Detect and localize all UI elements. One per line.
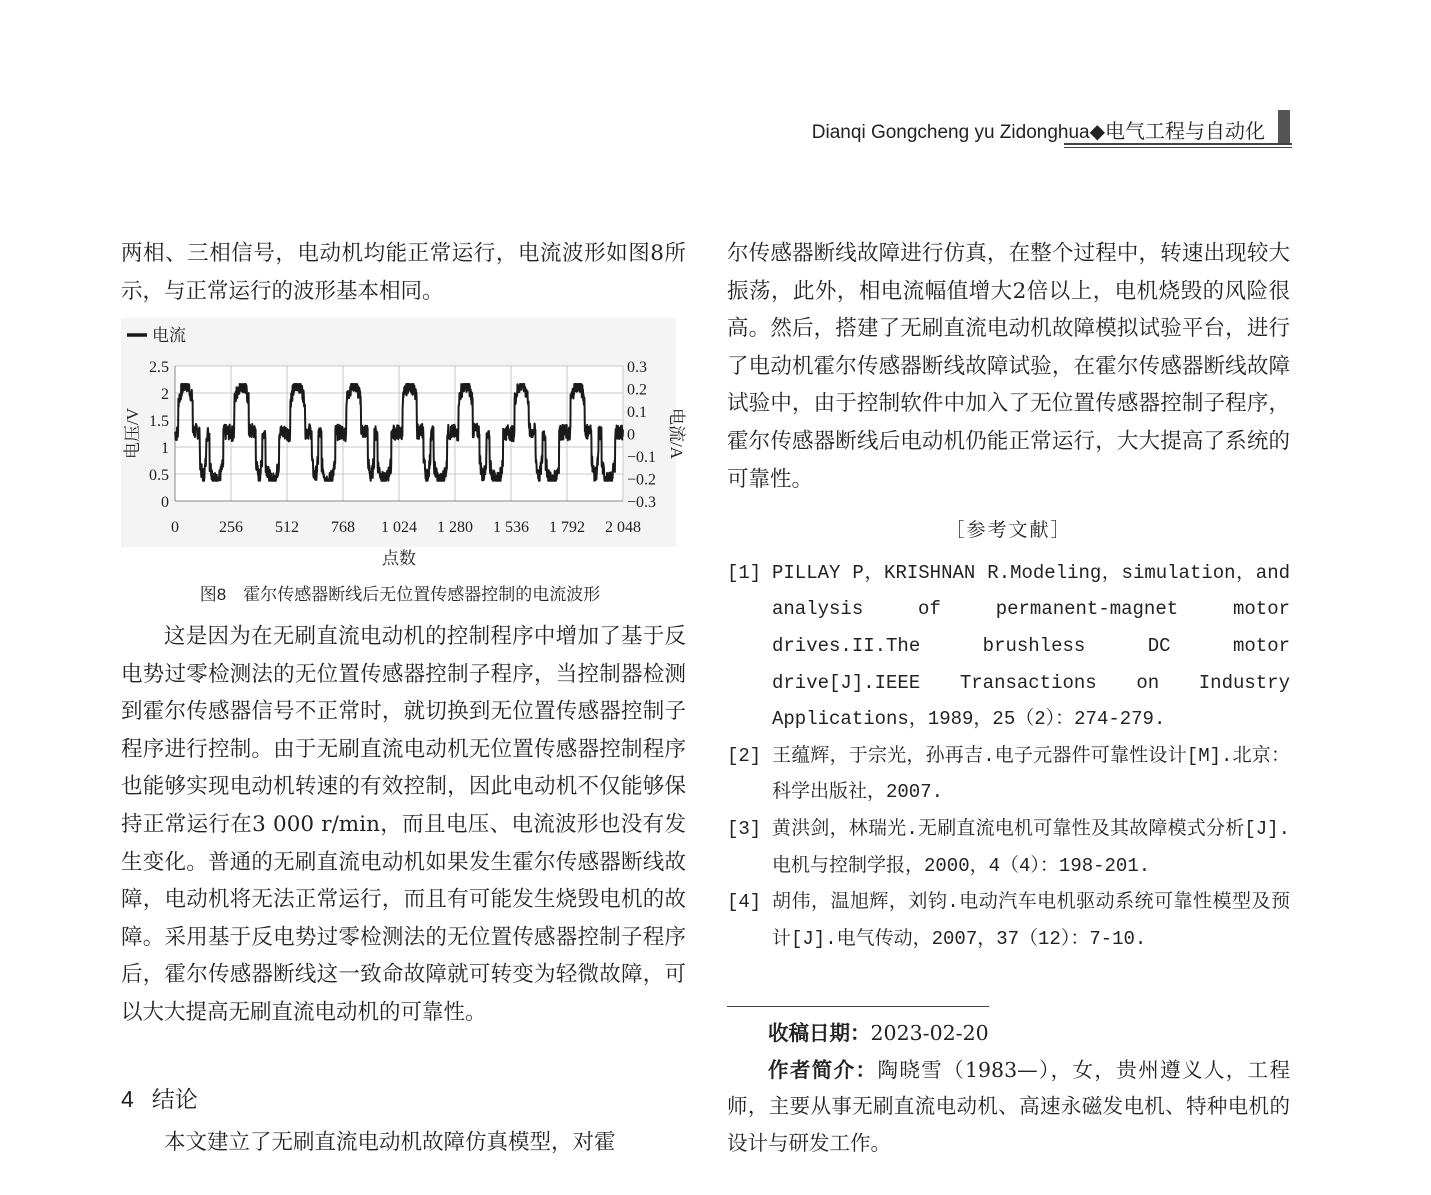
section-heading bbox=[121, 1081, 198, 1114]
x-tick-label: 0 bbox=[171, 519, 179, 536]
x-tick-label: 256 bbox=[219, 519, 243, 536]
left-column-bottom bbox=[121, 1124, 686, 1162]
section-title: 结论 bbox=[151, 1086, 198, 1112]
paragraph: 本文建立了无刷直流电动机故障仿真模型，对霍 bbox=[164, 1130, 616, 1155]
reference-text: 黄洪剑，林瑞光.无刷直流电机可靠性及其故障模式分析[J].电机与控制学报，2000，4（4）：198-201. bbox=[772, 817, 1290, 877]
reference-item bbox=[727, 884, 1290, 957]
y-right-tick-label: −0.1 bbox=[627, 449, 657, 466]
figure-caption: 图8 霍尔传感器断线后无位置传感器控制的电流波形 bbox=[199, 585, 601, 604]
x-tick-label: 1 792 bbox=[549, 519, 585, 536]
x-tick-label: 1 280 bbox=[437, 519, 473, 536]
y-axis-right-label: 电流/A bbox=[667, 408, 686, 459]
journal-pinyin: Dianqi Gongcheng yu Zidonghua bbox=[811, 122, 1090, 143]
author-value: 陶晓雪（1983—），女，贵州遵义人，工程师，主要从事无刷直流电动机、高速永磁发电机、特种电机的设计与研发工作。 bbox=[727, 1057, 1291, 1155]
y-right-tick-label: −0.3 bbox=[627, 494, 657, 511]
reference-list bbox=[727, 555, 1290, 958]
header-rule-thin bbox=[1064, 147, 1292, 148]
y-right-tick-label: 0.1 bbox=[627, 404, 647, 421]
reference-number: [2] bbox=[727, 744, 762, 767]
paragraph: 两相、三相信号，电动机均能正常运行，电流波形如图8所示，与正常运行的波形基本相同。 bbox=[121, 241, 686, 304]
y-right-tick-label: 0.3 bbox=[627, 359, 647, 376]
y-left-tick-label: 2 bbox=[161, 386, 169, 403]
y-left-tick-label: 0 bbox=[161, 494, 169, 511]
x-tick-label: 1 536 bbox=[493, 519, 529, 536]
author-label: 作者简介： bbox=[768, 1057, 878, 1082]
figure-8 bbox=[121, 318, 686, 608]
references-title: ［参考文献］ bbox=[945, 519, 1072, 542]
reference-number: [3] bbox=[727, 817, 762, 840]
footnotes bbox=[727, 1015, 1290, 1161]
running-header bbox=[752, 110, 1292, 150]
left-column-top bbox=[121, 235, 686, 310]
x-tick-label: 512 bbox=[275, 519, 299, 536]
y-left-tick-label: 1 bbox=[161, 440, 169, 457]
header-bar-decoration bbox=[1278, 110, 1290, 143]
y-left-tick-label: 1.5 bbox=[149, 413, 169, 430]
y-right-tick-label: 0 bbox=[627, 426, 635, 444]
x-axis-label: 点数 bbox=[382, 549, 416, 568]
current-waveform-chart bbox=[121, 318, 686, 578]
y-left-tick-label: 0.5 bbox=[149, 467, 169, 484]
reference-text: 胡伟，温旭辉，刘钧.电动汽车电机驱动系统可靠性模型及预计[J].电气传动，2007，37（12）：7-10. bbox=[772, 891, 1290, 950]
reference-text: PILLAY P，KRISHNAN R.Modeling，simulation，and analysis of permanent-magnet motor drives.II.The brushless DC motor drive[J].IEEE Transactions on Industry Applications，1989，25（2）：274-279. bbox=[772, 561, 1290, 731]
paragraph: 尔传感器断线故障进行仿真，在整个过程中，转速出现较大振荡，此外，相电流幅值增大2倍以上，电机烧毁的风险很高。然后，搭建了无刷直流电动机故障模拟试验平台，进行了电动机霍尔传感器断线故障试验，在霍尔传感器断线故障试验中，由于控制软件中加入了无位置传感器控制子程序，霍尔传感器断线后电动机仍能正常运行，大大提高了系统的可靠性。 bbox=[727, 241, 1290, 492]
y-right-tick-label: 0.2 bbox=[627, 381, 647, 399]
y-left-tick-label: 2.5 bbox=[149, 359, 169, 376]
paragraph: 这是因为在无刷直流电动机的控制程序中增加了基于反电势过零检测法的无位置传感器控制子程序，当控制器检测到霍尔传感器信号不正常时，就切换到无位置传感器控制子程序进行控制。由于无刷直流电动机无位置传感器控制程序也能够实现电动机转速的有效控制，因此电动机不仅能够保持正常运行在3 000 r/min，而且电压、电流波形也没有发生变化。普通的无刷直流电动机如果发生霍尔传感器断线故障，电动机将无法正常运行，而且有可能发生烧毁电机的故障。采用基于反电势过零检测法的无位置传感器控制子程序后，霍尔传感器断线这一致命故障就可转变为轻微故障，可以大大提高无刷直流电动机的可靠性。 bbox=[121, 624, 686, 1025]
left-column-body bbox=[121, 618, 686, 1032]
reference-number: [4] bbox=[727, 891, 762, 914]
y-axis-left-label: 电压/V bbox=[123, 408, 142, 459]
header-rule bbox=[1064, 143, 1292, 145]
right-column bbox=[727, 235, 1290, 957]
x-tick-label: 2 048 bbox=[605, 519, 641, 536]
received-date bbox=[727, 1015, 1290, 1052]
reference-item bbox=[727, 811, 1290, 884]
legend-label: 电流 bbox=[152, 326, 186, 345]
author-bio bbox=[727, 1052, 1290, 1162]
x-tick-label: 1 024 bbox=[381, 519, 417, 536]
x-tick-label: 768 bbox=[331, 519, 355, 536]
y-right-tick-label: −0.2 bbox=[627, 471, 657, 489]
reference-number: [1] bbox=[727, 561, 762, 584]
received-label: 收稿日期： bbox=[768, 1021, 871, 1045]
reference-item bbox=[727, 555, 1290, 738]
footnote-rule bbox=[727, 1006, 989, 1007]
reference-item bbox=[727, 738, 1290, 811]
section-number: 4 bbox=[121, 1086, 134, 1112]
diamond-icon: ◆ bbox=[1089, 121, 1105, 143]
journal-title bbox=[812, 115, 1265, 144]
received-value: 2023-02-20 bbox=[870, 1021, 989, 1045]
reference-text: 王蕴辉，于宗光，孙再吉.电子元器件可靠性设计[M].北京：科学出版社，2007. bbox=[772, 744, 1290, 804]
journal-chinese-title: 电气工程与自动化 bbox=[1105, 121, 1265, 143]
